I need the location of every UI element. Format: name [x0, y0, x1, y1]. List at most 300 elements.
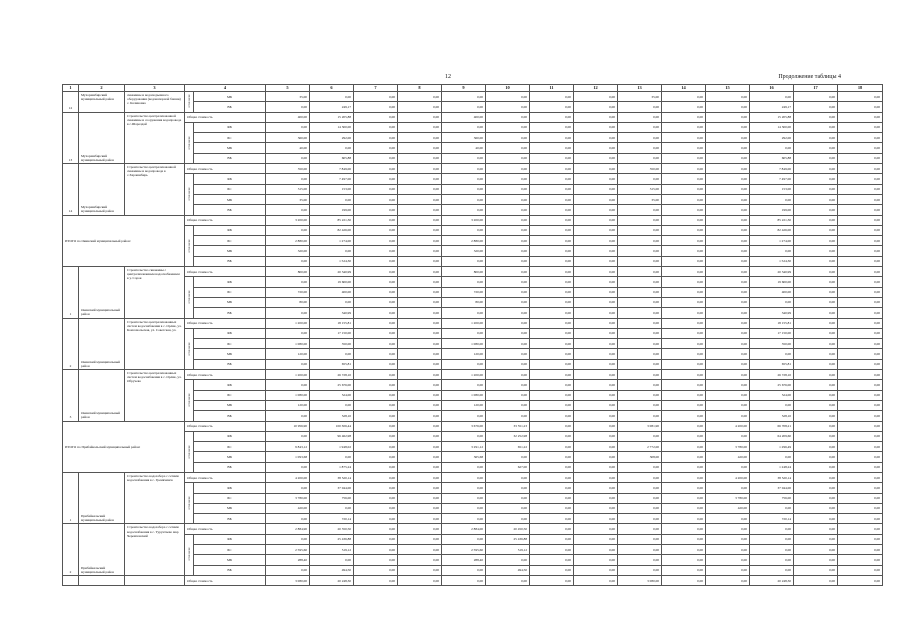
value-cell: 0,00 — [266, 277, 310, 287]
value-cell: 320,00 — [442, 246, 486, 256]
value-cell: 0,00 — [266, 431, 310, 441]
value-cell: 3 200,00 — [266, 215, 310, 225]
value-cell: 0,00 — [398, 370, 442, 380]
value-cell: 0,00 — [794, 225, 838, 235]
value-cell: 0,00 — [838, 122, 883, 132]
value-cell: 0,00 — [838, 493, 883, 503]
value-cell: 1 093,68 — [266, 452, 310, 462]
value-cell: 0,00 — [838, 287, 883, 297]
value-cell: 0,00 — [442, 205, 486, 215]
value-cell: 0,00 — [574, 534, 618, 544]
value-cell: 0,00 — [574, 308, 618, 318]
value-cell: 0,00 — [706, 328, 750, 338]
row-number: 3 — [63, 370, 79, 421]
value-cell: 0,00 — [838, 421, 883, 431]
value-cell: 0,00 — [794, 164, 838, 174]
value-cell: 0,00 — [838, 236, 883, 246]
itogo-label: ИТОГО по Окинский муниципальный район: — [63, 215, 185, 266]
value-cell: 320,00 — [266, 246, 310, 256]
total-label: Общая стоимость — [185, 421, 266, 431]
value-cell: 0,00 — [706, 205, 750, 215]
value-cell: 0,00 — [310, 246, 354, 256]
value-cell: 0,00 — [838, 297, 883, 307]
fund-label: МБ — [194, 452, 266, 462]
value-cell: 0,00 — [486, 483, 530, 493]
value-cell: 0,00 — [486, 349, 530, 359]
value-cell: 0,00 — [354, 246, 398, 256]
value-cell: 651,22 — [486, 442, 530, 452]
value-cell: 0,00 — [618, 256, 662, 266]
value-cell: 350,00 — [750, 339, 794, 349]
value-cell: 85 221,30 — [750, 215, 794, 225]
value-cell: 0,00 — [662, 411, 706, 421]
table-row — [63, 575, 883, 585]
in-tch-label — [185, 431, 194, 472]
value-cell: 365,68 — [442, 452, 486, 462]
value-cell: 0,00 — [398, 565, 442, 575]
value-cell: 0,00 — [662, 256, 706, 266]
value-cell: 0,00 — [354, 400, 398, 410]
value-cell: 0,00 — [662, 370, 706, 380]
value-cell: 0,00 — [354, 225, 398, 235]
value-cell: 0,00 — [574, 483, 618, 493]
value-cell: 0,00 — [442, 184, 486, 194]
value-cell: 0,00 — [398, 483, 442, 493]
value-cell: 0,00 — [266, 462, 310, 472]
value-cell: 0,00 — [442, 431, 486, 441]
value-cell: 3 081,90 — [618, 421, 662, 431]
in-tch-label — [185, 174, 194, 215]
value-cell: 1 080,00 — [266, 339, 310, 349]
fund-label: ВБ — [194, 565, 266, 575]
value-cell: 0,00 — [618, 205, 662, 215]
value-cell: 0,00 — [574, 493, 618, 503]
value-cell: 3 780,00 — [706, 493, 750, 503]
value-cell: 420,00 — [266, 503, 310, 513]
value-cell: 0,00 — [794, 514, 838, 524]
value-cell: 0,00 — [662, 287, 706, 297]
column-header: 6 — [310, 85, 354, 92]
value-cell: 0,00 — [574, 256, 618, 266]
value-cell: 0,00 — [530, 297, 574, 307]
value-cell: 7 849,00 — [750, 164, 794, 174]
value-cell: 0,00 — [662, 524, 706, 534]
fund-label: МБ — [194, 400, 266, 410]
value-cell: 0,00 — [706, 524, 750, 534]
value-cell: 0,00 — [530, 524, 574, 534]
value-cell: 0,00 — [354, 390, 398, 400]
in-tch-label — [185, 534, 194, 575]
value-cell: 400,00 — [310, 287, 354, 297]
value-cell: 0,00 — [398, 184, 442, 194]
value-cell: 0,00 — [574, 174, 618, 184]
value-cell: 0,00 — [574, 380, 618, 390]
district-name: Мухоршибирский муниципальный район — [79, 112, 125, 163]
value-cell: 0,00 — [794, 565, 838, 575]
value-cell: 0,00 — [706, 411, 750, 421]
value-cell: 0,00 — [354, 112, 398, 122]
value-cell: 1 200,00 — [442, 370, 486, 380]
value-cell: 0,00 — [838, 452, 883, 462]
value-cell: 0,00 — [618, 236, 662, 246]
value-cell: 249,17 — [310, 102, 354, 112]
value-cell: 0,00 — [530, 545, 574, 555]
value-cell: 0,00 — [574, 267, 618, 277]
value-cell: 0,00 — [266, 153, 310, 163]
value-cell: 350,00 — [266, 164, 310, 174]
value-cell: 0,00 — [530, 236, 574, 246]
value-cell: 0,00 — [310, 452, 354, 462]
value-cell: 0,00 — [838, 565, 883, 575]
value-cell: 0,00 — [794, 246, 838, 256]
value-cell: 0,00 — [442, 565, 486, 575]
value-cell: 0,00 — [530, 92, 574, 102]
value-cell: 0,00 — [398, 236, 442, 246]
value-cell: 0,00 — [442, 277, 486, 287]
value-cell: 0,00 — [530, 431, 574, 441]
value-cell: 0,00 — [530, 287, 574, 297]
value-cell: 0,00 — [266, 205, 310, 215]
total-label: Общая стоимость — [185, 370, 266, 380]
object-name: Строительство централизованных систем водоснабжения в с. Орлик, ул. Комсомольская, ул. Советская, ул. — [125, 318, 185, 369]
value-cell: 0,00 — [354, 380, 398, 390]
value-cell: 96 462,98 — [310, 431, 354, 441]
value-cell: 350,00 — [310, 339, 354, 349]
table-row — [63, 225, 883, 235]
value-cell: 0,00 — [750, 246, 794, 256]
value-cell: 0,00 — [794, 390, 838, 400]
value-cell: 315,00 — [266, 184, 310, 194]
value-cell: 0,00 — [574, 153, 618, 163]
value-cell: 0,00 — [662, 308, 706, 318]
value-cell: 0,00 — [442, 194, 486, 204]
value-cell: 0,00 — [530, 555, 574, 565]
value-cell: 0,00 — [838, 462, 883, 472]
value-cell: 0,00 — [794, 153, 838, 163]
value-cell: 7 497,00 — [750, 174, 794, 184]
value-cell: 0,00 — [618, 133, 662, 143]
value-cell: 0,00 — [706, 359, 750, 369]
value-cell: 0,00 — [838, 143, 883, 153]
value-cell: 0,00 — [574, 421, 618, 431]
district-name: Прибайкальский муниципальный район — [79, 524, 125, 575]
value-cell: 0,00 — [486, 493, 530, 503]
value-cell: 64 209,60 — [750, 431, 794, 441]
value-cell: 0,00 — [618, 380, 662, 390]
value-cell: 0,00 — [530, 514, 574, 524]
value-cell: 288,40 — [442, 555, 486, 565]
fund-label: БС — [194, 339, 266, 349]
value-cell: 0,00 — [618, 524, 662, 534]
value-cell: 40,00 — [442, 143, 486, 153]
in-tch-text: в том числе: — [187, 290, 191, 304]
value-cell: 340,99 — [310, 308, 354, 318]
value-cell: 0,00 — [354, 421, 398, 431]
value-cell: 0,00 — [574, 225, 618, 235]
value-cell: 0,00 — [354, 297, 398, 307]
value-cell: 0,00 — [486, 308, 530, 318]
table-row — [63, 483, 883, 493]
value-cell: 0,00 — [398, 112, 442, 122]
value-cell: 0,00 — [662, 297, 706, 307]
value-cell: 0,00 — [530, 421, 574, 431]
value-cell: 9 843,12 — [266, 442, 310, 452]
value-cell: 0,00 — [662, 277, 706, 287]
column-header: 10 — [486, 85, 530, 92]
value-cell: 0,00 — [530, 215, 574, 225]
value-cell: 17 150,00 — [750, 328, 794, 338]
value-cell: 0,00 — [574, 565, 618, 575]
value-cell: 20 248,30 — [750, 575, 794, 585]
column-header: 18 — [838, 85, 883, 92]
value-cell: 0,00 — [486, 102, 530, 112]
value-cell: 0,00 — [794, 328, 838, 338]
table-row — [63, 267, 883, 277]
value-cell: 0,00 — [618, 472, 662, 482]
value-cell: 120,00 — [266, 349, 310, 359]
value-cell: 40,00 — [266, 143, 310, 153]
value-cell: 0,00 — [398, 328, 442, 338]
value-cell: 0,00 — [310, 194, 354, 204]
value-cell: 0,00 — [618, 411, 662, 421]
fund-label: МБ — [194, 194, 266, 204]
value-cell: 0,00 — [662, 575, 706, 585]
value-cell: 2 884,00 — [442, 524, 486, 534]
value-cell: 199,00 — [310, 205, 354, 215]
value-cell: 0,00 — [662, 328, 706, 338]
object-name: Строительство централизованной скважины и сооружения водопровода в с.Шаралдай — [125, 112, 185, 163]
value-cell: 350,00 — [618, 164, 662, 174]
value-cell: 0,00 — [794, 277, 838, 287]
in-tch-label — [185, 483, 194, 524]
value-cell: 0,00 — [398, 452, 442, 462]
value-cell: 0,00 — [794, 287, 838, 297]
value-cell: 0,00 — [794, 215, 838, 225]
value-cell: 82 426,00 — [310, 225, 354, 235]
value-cell: 0,00 — [794, 452, 838, 462]
district-name: Мухоршибирский муниципальный район — [79, 92, 125, 113]
value-cell: 0,00 — [486, 256, 530, 266]
row-number: 12 — [63, 92, 79, 113]
value-cell: 0,00 — [530, 277, 574, 287]
value-cell: 0,00 — [530, 153, 574, 163]
value-cell: 0,00 — [838, 390, 883, 400]
header-row — [63, 85, 883, 92]
value-cell: 0,00 — [486, 143, 530, 153]
value-cell: 20 350,50 — [310, 524, 354, 534]
value-cell: 0,00 — [398, 555, 442, 565]
value-cell: 0,00 — [354, 503, 398, 513]
value-cell: 0,00 — [662, 390, 706, 400]
value-cell: 0,00 — [794, 575, 838, 585]
value-cell: 0,00 — [706, 534, 750, 544]
district-name: Окинский муниципальный район — [79, 318, 125, 369]
value-cell: 0,00 — [662, 514, 706, 524]
value-cell: 0,00 — [838, 92, 883, 102]
value-cell: 0,00 — [574, 102, 618, 112]
value-cell: 1 524,30 — [750, 256, 794, 266]
value-cell: 0,00 — [838, 514, 883, 524]
value-cell: 0,00 — [266, 565, 310, 575]
in-tch-text: в том числе: — [187, 547, 191, 562]
value-cell: 800,00 — [266, 267, 310, 277]
value-cell: 0,00 — [618, 174, 662, 184]
value-cell: 0,00 — [794, 462, 838, 472]
value-cell: 0,00 — [838, 153, 883, 163]
value-cell: 0,00 — [266, 514, 310, 524]
value-cell: 0,00 — [706, 308, 750, 318]
value-cell: 0,00 — [618, 153, 662, 163]
value-cell: 0,00 — [750, 400, 794, 410]
row-number: 2 — [63, 524, 79, 575]
value-cell: 0,00 — [838, 133, 883, 143]
value-cell: 0,00 — [266, 359, 310, 369]
value-cell: 0,00 — [354, 514, 398, 524]
value-cell: 82 426,00 — [750, 225, 794, 235]
value-cell: 15 205,88 — [750, 112, 794, 122]
value-cell: 1 274,00 — [310, 236, 354, 246]
value-cell: 655,81 — [310, 359, 354, 369]
value-cell: 0,00 — [662, 122, 706, 132]
value-cell: 0,00 — [662, 565, 706, 575]
value-cell: 0,00 — [530, 575, 574, 585]
value-cell: 0,00 — [530, 462, 574, 472]
fund-label: ФБ — [194, 380, 266, 390]
value-cell: 400,00 — [750, 287, 794, 297]
value-cell: 0,00 — [574, 472, 618, 482]
page-number: 12 — [445, 74, 451, 80]
value-cell: 0,00 — [618, 277, 662, 287]
fund-label: ФБ — [194, 483, 266, 493]
value-cell: 0,00 — [618, 431, 662, 441]
value-cell: 2 880,00 — [266, 236, 310, 246]
value-cell: 0,00 — [838, 318, 883, 328]
column-header: 11 — [530, 85, 574, 92]
value-cell: 4 200,00 — [706, 472, 750, 482]
value-cell: 0,00 — [398, 349, 442, 359]
value-cell: 0,00 — [794, 431, 838, 441]
value-cell: 0,00 — [618, 287, 662, 297]
value-cell: 0,00 — [618, 215, 662, 225]
value-cell: 0,00 — [838, 431, 883, 441]
value-cell: 0,00 — [442, 575, 486, 585]
value-cell: 0,00 — [398, 308, 442, 318]
table-row — [63, 524, 883, 534]
value-cell: 0,00 — [398, 297, 442, 307]
value-cell: 0,00 — [486, 472, 530, 482]
value-cell: 0,00 — [398, 153, 442, 163]
fund-label: БС — [194, 133, 266, 143]
value-cell: 0,00 — [486, 555, 530, 565]
value-cell: 0,00 — [574, 328, 618, 338]
value-cell: 800,00 — [442, 267, 486, 277]
value-cell: 0,00 — [574, 277, 618, 287]
value-cell: 0,00 — [706, 555, 750, 565]
value-cell: 519,12 — [310, 545, 354, 555]
district-name: Окинский муниципальный район — [79, 370, 125, 421]
value-cell: 20 340,99 — [310, 267, 354, 277]
value-cell: 100 306,44 — [310, 421, 354, 431]
value-cell: 0,00 — [794, 184, 838, 194]
in-tch-text: в том числе: — [187, 341, 191, 356]
value-cell: 0,00 — [574, 452, 618, 462]
value-cell: 0,00 — [706, 380, 750, 390]
value-cell: 0,00 — [618, 555, 662, 565]
value-cell: 0,00 — [398, 339, 442, 349]
value-cell: 0,00 — [662, 318, 706, 328]
object-name: Строительство скважины с централизованным водоснабжением в у. Сорок — [125, 267, 185, 318]
value-cell: 0,00 — [706, 184, 750, 194]
district-name: Прибайкальский муниципальный район — [79, 472, 125, 523]
value-cell: 0,00 — [354, 349, 398, 359]
value-cell: 0,00 — [706, 483, 750, 493]
value-cell: 0,00 — [398, 400, 442, 410]
in-tch-label — [185, 328, 194, 369]
value-cell: 0,00 — [662, 349, 706, 359]
budget-table — [62, 84, 883, 586]
value-cell: 3 780,00 — [266, 493, 310, 503]
table-row — [63, 277, 883, 287]
value-cell: 0,00 — [398, 256, 442, 266]
value-cell: 0,00 — [398, 545, 442, 555]
value-cell: 0,00 — [706, 102, 750, 112]
value-cell: 0,00 — [838, 246, 883, 256]
in-tch-text: в том числе: — [187, 187, 191, 201]
fund-label: ВБ — [194, 411, 266, 421]
column-header: 12 — [574, 85, 618, 92]
value-cell: 0,00 — [398, 174, 442, 184]
value-cell: 0,00 — [530, 472, 574, 482]
value-cell: 0,00 — [618, 462, 662, 472]
value-cell: 66 708,21 — [750, 421, 794, 431]
value-cell: 0,00 — [398, 390, 442, 400]
value-cell: 19 600,00 — [750, 277, 794, 287]
value-cell: 0,00 — [486, 277, 530, 287]
value-cell: 0,00 — [794, 370, 838, 380]
column-header: 2 — [79, 85, 125, 92]
value-cell: 0,00 — [574, 400, 618, 410]
in-tch-text: в том числе: — [187, 393, 191, 407]
fund-label: МБ — [194, 555, 266, 565]
value-cell: 0,00 — [706, 164, 750, 174]
value-cell: 0,00 — [574, 133, 618, 143]
empty-cell — [63, 575, 79, 585]
value-cell: 0,00 — [618, 545, 662, 555]
value-cell: 0,00 — [794, 380, 838, 390]
value-cell: 37 044,00 — [750, 483, 794, 493]
value-cell: 0,00 — [354, 122, 398, 132]
value-cell: 0,00 — [662, 205, 706, 215]
table-row — [63, 174, 883, 184]
value-cell: 0,00 — [354, 472, 398, 482]
value-cell: 0,00 — [486, 215, 530, 225]
row-number: 13 — [63, 112, 79, 163]
value-cell: 1 274,00 — [750, 236, 794, 246]
table-row — [63, 534, 883, 544]
table-row — [63, 215, 883, 225]
value-cell: 0,00 — [354, 205, 398, 215]
value-cell: 38 520,14 — [310, 472, 354, 482]
value-cell: 0,00 — [398, 411, 442, 421]
value-cell: 0,00 — [530, 390, 574, 400]
value-cell: 0,00 — [838, 380, 883, 390]
value-cell: 400,00 — [442, 112, 486, 122]
value-cell: 0,00 — [442, 380, 486, 390]
value-cell: 0,00 — [618, 246, 662, 256]
value-cell: 0,00 — [486, 267, 530, 277]
value-cell: 0,00 — [398, 277, 442, 287]
value-cell: 0,00 — [266, 122, 310, 132]
